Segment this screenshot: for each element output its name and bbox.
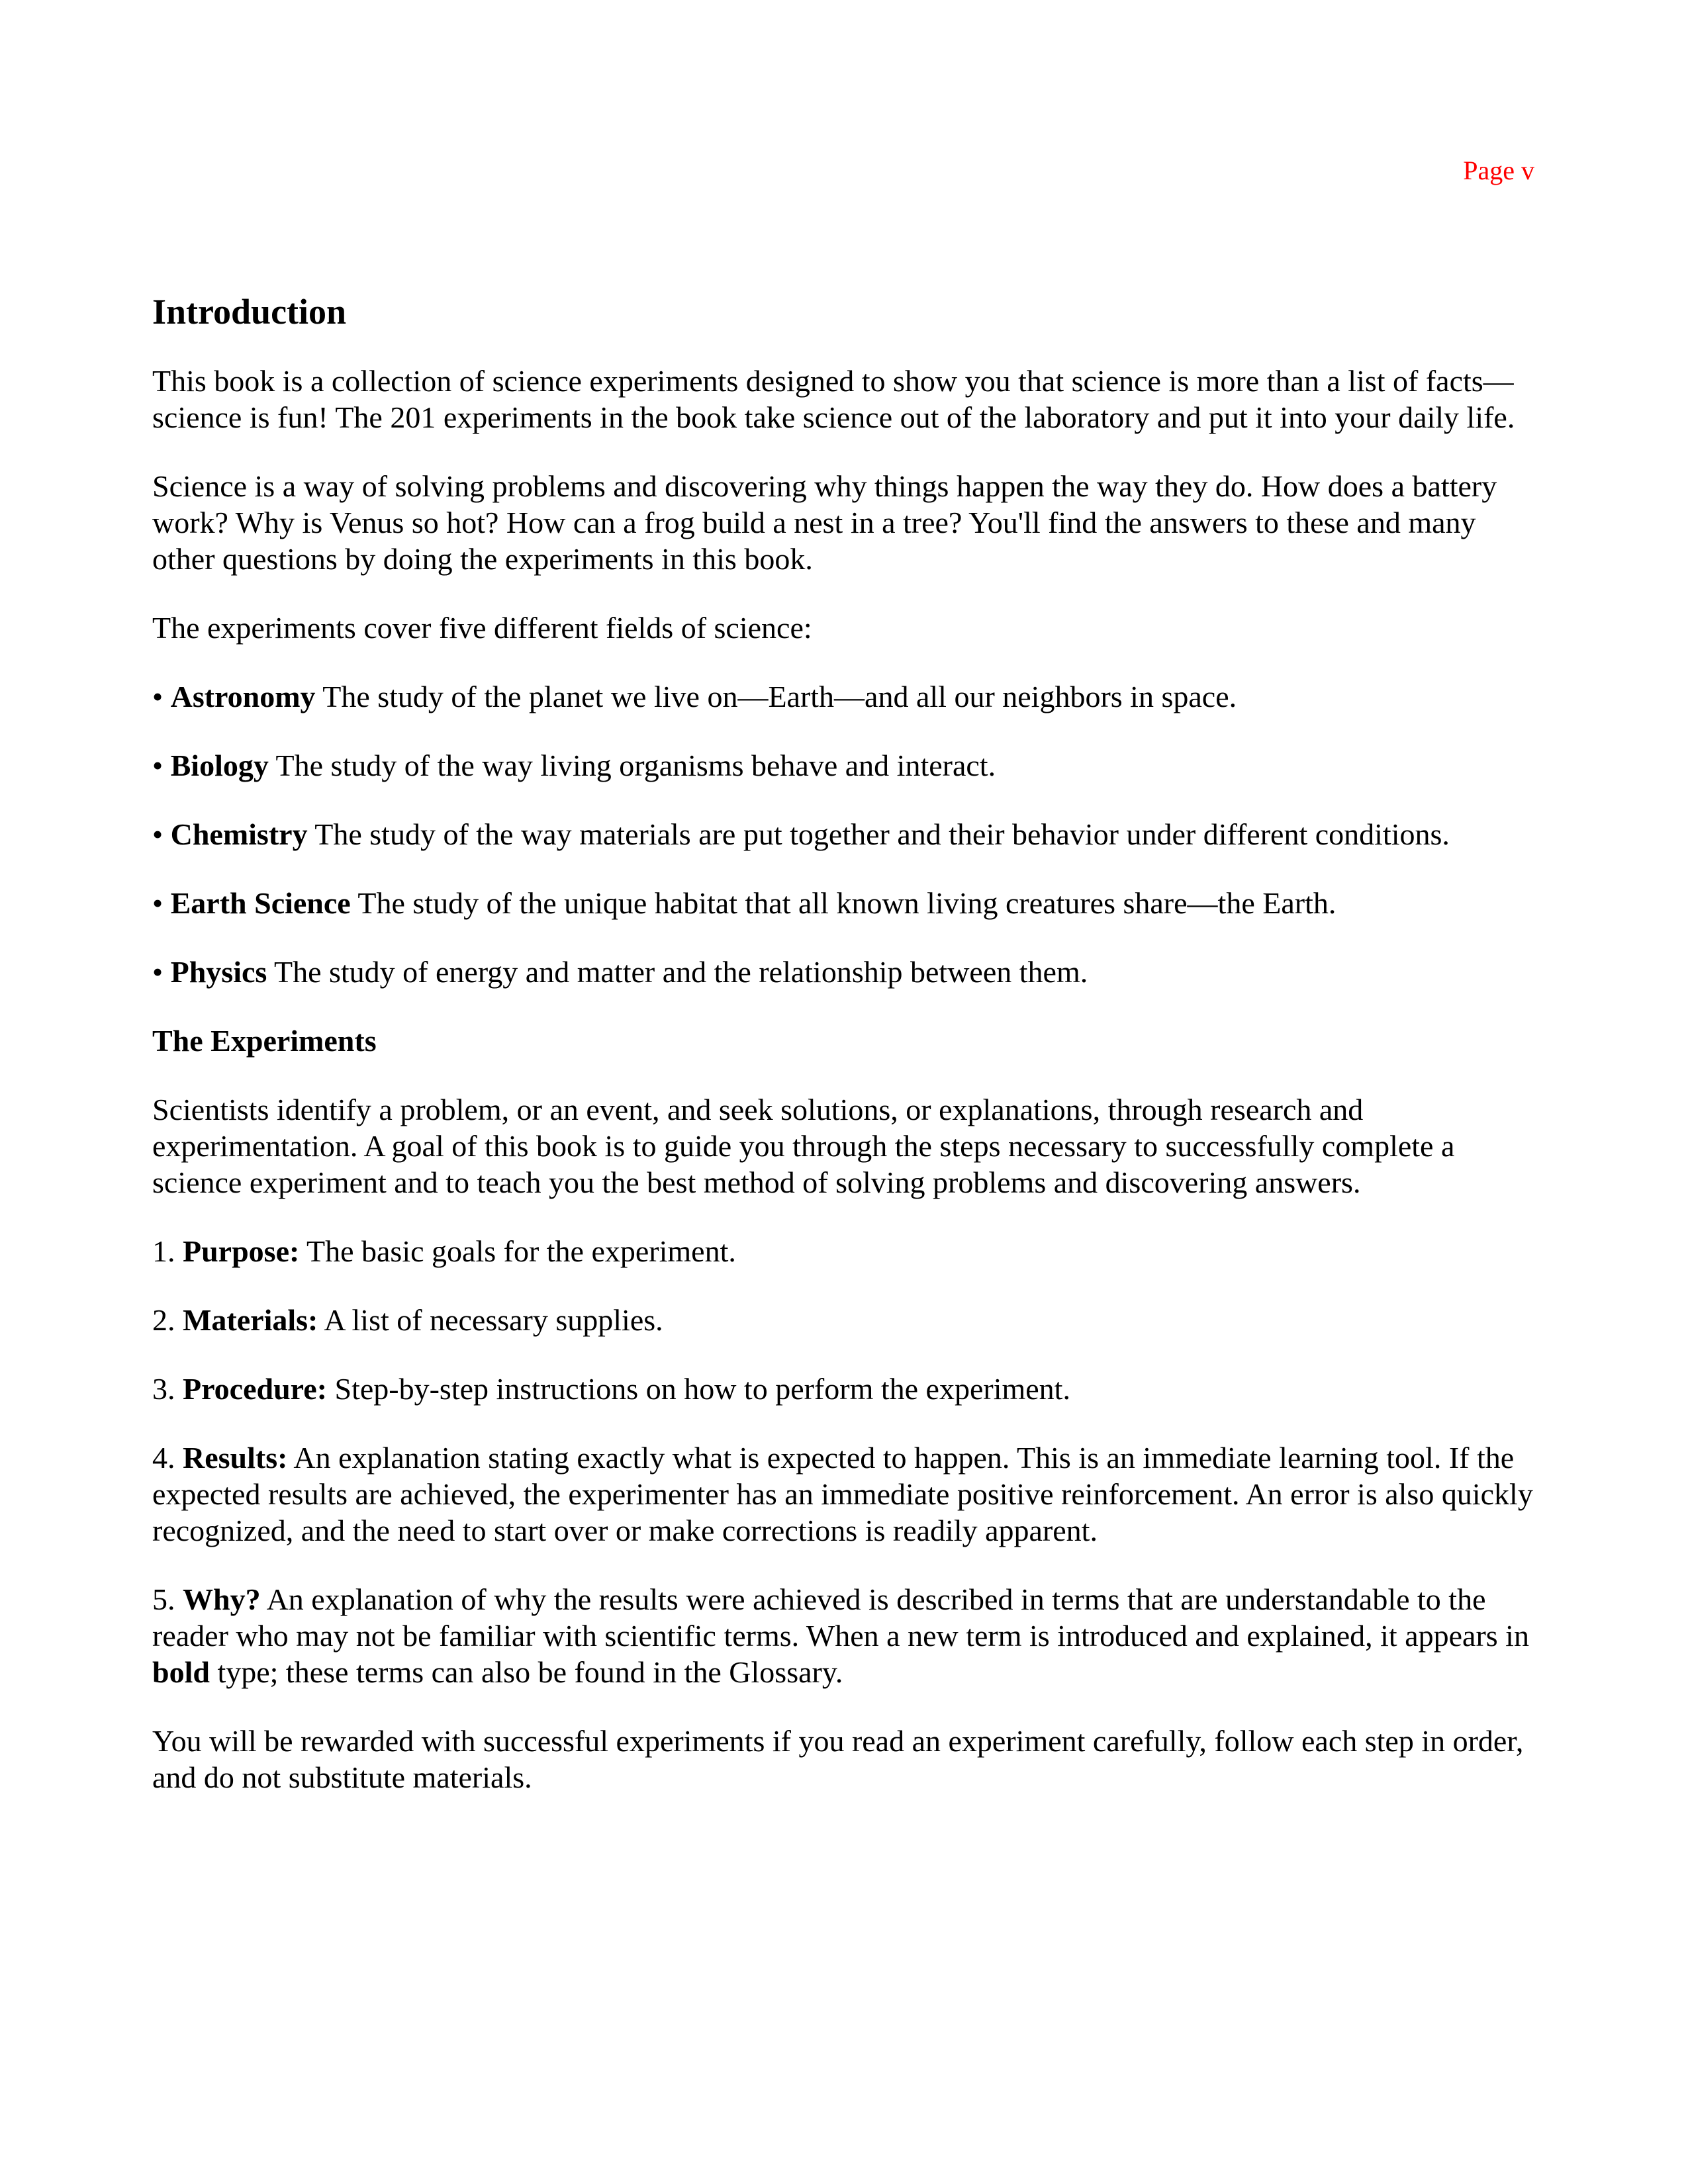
bullet: • [152,680,164,713]
step-number: 3. [152,1372,175,1406]
experiments-intro: Scientists identify a problem, or an event, and seek solutions, or explanations, through research and experimentation. A goal of this book is to guide you through the steps necessary to successfully complete a science experiment and to teach you the best method of solving problems and discovering answers. [152,1093,1455,1199]
field-term: Astronomy [170,680,316,713]
step-item-materials [152,1302,1536,1338]
page-number-label: Page v [1463,156,1534,185]
step-item-purpose [152,1233,1536,1269]
document-body [152,290,1536,1828]
step-description: Step-by-step instructions on how to perform the experiment. [334,1372,1070,1406]
step-description: A list of necessary supplies. [324,1303,663,1337]
intro-paragraph-1: This book is a collection of science experiments designed to show you that science is more than a list of facts—science is fun! The 201 experiments in the book take science out of the laboratory and put it into your daily life. [152,364,1515,434]
step-number: 2. [152,1303,175,1337]
step-number: 1. [152,1234,175,1268]
step-description: An explanation stating exactly what is expected to happen. This is an immediate learning tool. If the expected results are achieved, the experimenter has an immediate positive reinforcement. An error is also quickly recognized, and the need to start over or make corrections is readily apparent. [152,1441,1533,1547]
bold-example: bold [152,1655,210,1689]
step-description: An explanation of why the results were achieved is described in terms that are understandable to the reader who may not be familiar with scientific terms. When a new term is introduced and explained, it appears in [152,1582,1529,1653]
step-item-why [152,1581,1536,1690]
field-term: Biology [170,749,269,782]
field-item-astronomy [152,678,1536,715]
step-description-continued: type; these terms can also be found in the Glossary. [217,1655,843,1689]
field-description: The study of the planet we live on—Earth—and all our neighbors in space. [322,680,1237,713]
field-item-physics [152,954,1536,990]
step-term: Results: [183,1441,288,1475]
step-term: Procedure: [183,1372,328,1406]
bullet: • [152,886,164,920]
step-description: The basic goals for the experiment. [306,1234,736,1268]
step-number: 4. [152,1441,175,1475]
field-description: The study of the way materials are put together and their behavior under different conditions. [314,817,1450,851]
bullet: • [152,817,164,851]
intro-paragraph-2: Science is a way of solving problems and discovering why things happen the way they do. How does a battery work? Why is Venus so hot? How can a frog build a nest in a tree? You'll find the answers to these and many other questions by doing the experiments in this book. [152,469,1497,576]
step-term: Materials: [183,1303,318,1337]
field-item-chemistry [152,816,1536,852]
field-description: The study of the way living organisms behave and interact. [275,749,996,782]
field-description: The study of energy and matter and the relationship between them. [273,955,1088,989]
field-description: The study of the unique habitat that all known living creatures share—the Earth. [357,886,1336,920]
step-item-procedure [152,1371,1536,1407]
bullet: • [152,749,164,782]
experiments-heading: The Experiments [152,1024,377,1058]
bullet: • [152,955,164,989]
step-term: Why? [183,1582,261,1616]
field-term: Earth Science [170,886,351,920]
step-term: Purpose: [183,1234,300,1268]
intro-paragraph-3: The experiments cover five different fields of science: [152,611,812,645]
field-term: Chemistry [170,817,308,851]
step-number: 5. [152,1582,175,1616]
field-term: Physics [170,955,267,989]
step-item-results [152,1439,1536,1549]
page-title: Introduction [152,292,347,332]
closing-paragraph: You will be rewarded with successful experiments if you read an experiment carefully, follow each step in order, and do not substitute materials. [152,1724,1524,1794]
field-item-earth-science [152,885,1536,921]
field-item-biology [152,747,1536,784]
